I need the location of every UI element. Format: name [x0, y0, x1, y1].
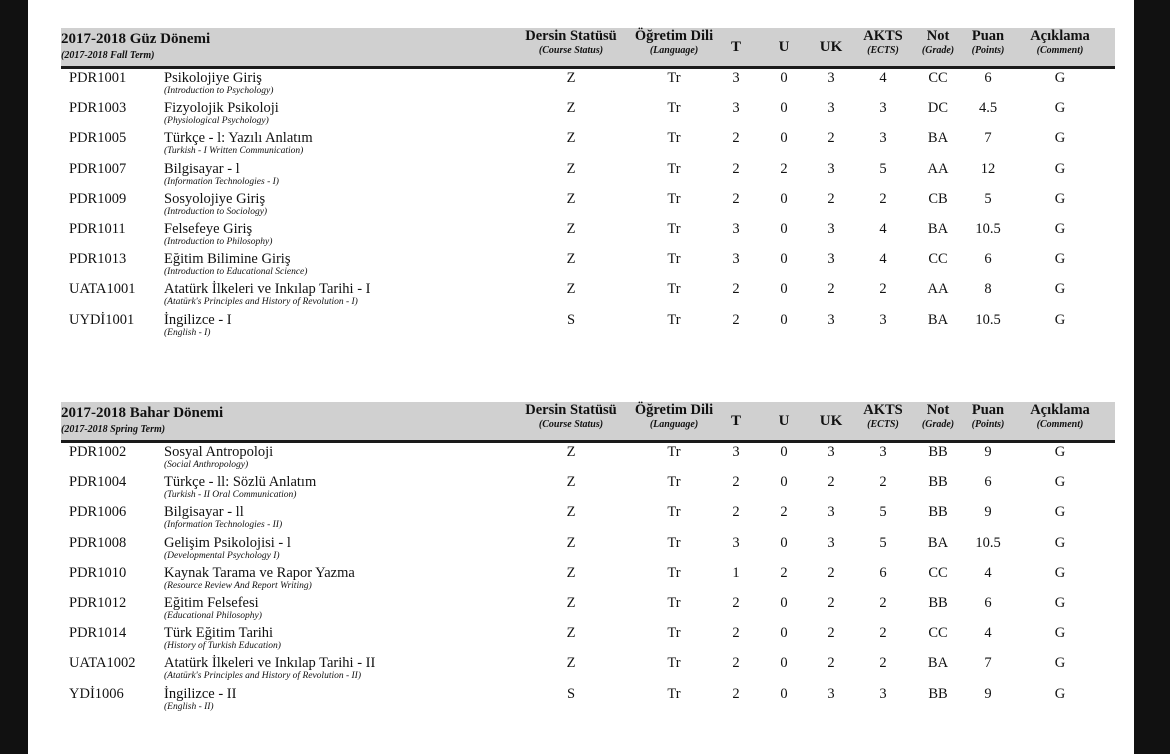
course-english-name: (Atatürk's Principles and History of Revolution - II) [164, 671, 362, 682]
course-status: S [566, 685, 576, 702]
course-name: Türkçe - l: Yazılı Anlatım [164, 130, 313, 147]
course-grade: DC [927, 100, 949, 117]
course-u: 0 [780, 594, 788, 611]
table-row [61, 685, 1115, 715]
course-language: Tr [667, 160, 681, 177]
course-name: İngilizce - II [164, 685, 237, 702]
course-code: PDR1010 [69, 564, 127, 581]
course-grade: BB [928, 444, 948, 460]
header-status: Dersin Statüsü (Course Status) [525, 402, 617, 430]
header-u: U [778, 39, 790, 55]
course-english-name: (Introduction to Sociology) [164, 206, 268, 217]
header-language: Öğretim Dili (Language) [634, 28, 714, 56]
course-uk: 3 [827, 100, 835, 117]
course-points: 7 [984, 655, 992, 672]
course-name: Felsefeye Giriş [164, 220, 253, 237]
course-status: Z [566, 594, 576, 611]
course-language: Tr [667, 190, 681, 207]
course-status: Z [566, 220, 576, 237]
course-code: PDR1008 [69, 534, 127, 551]
course-code: PDR1003 [69, 100, 127, 117]
course-name: Sosyolojiye Giriş [164, 190, 266, 207]
course-status: Z [566, 70, 576, 86]
course-language: Tr [667, 594, 681, 611]
header-akts: AKTS (ECTS) [863, 402, 903, 430]
course-points: 9 [984, 504, 992, 521]
course-t: 3 [732, 251, 740, 268]
table-row [61, 443, 1115, 473]
table-row [61, 564, 1115, 594]
course-akts: 3 [879, 130, 887, 147]
table-row [61, 654, 1115, 684]
table-row [61, 534, 1115, 564]
course-code: PDR1013 [69, 251, 127, 268]
course-t: 1 [732, 564, 740, 581]
course-akts: 4 [879, 220, 887, 237]
course-comment: G [1054, 625, 1066, 642]
course-english-name: (Social Anthropology) [164, 460, 249, 470]
course-code: PDR1007 [69, 160, 127, 177]
course-grade: BA [927, 130, 949, 147]
course-name: Eğitim Bilimine Giriş [164, 251, 291, 268]
course-name: Atatürk İlkeleri ve Inkılap Tarihi - I [164, 281, 371, 298]
course-grade: BA [927, 655, 949, 672]
course-uk: 2 [827, 474, 835, 491]
course-grade: CC [928, 564, 948, 581]
course-grade: CB [928, 190, 948, 207]
course-status: Z [566, 655, 576, 672]
course-points: 8 [984, 281, 992, 298]
course-u: 0 [780, 190, 788, 207]
course-status: Z [566, 444, 576, 460]
transcript-page [28, 0, 1134, 754]
table-row [61, 311, 1115, 341]
table-row [61, 594, 1115, 624]
course-name: İngilizce - I [164, 311, 232, 328]
course-english-name: (English - II) [164, 701, 214, 712]
course-status: Z [566, 281, 576, 298]
term-header [61, 402, 1115, 443]
course-language: Tr [667, 625, 681, 642]
course-name: Bilgisayar - ll [164, 504, 244, 521]
course-status: Z [566, 130, 576, 147]
course-uk: 3 [827, 160, 835, 177]
course-akts: 3 [879, 100, 887, 117]
course-language: Tr [667, 251, 681, 268]
course-grade: BA [927, 220, 949, 237]
course-comment: G [1054, 160, 1066, 177]
course-grade: BA [927, 311, 949, 328]
course-points: 10.5 [975, 311, 1001, 328]
course-grade: AA [927, 281, 949, 298]
course-comment: G [1054, 444, 1066, 460]
course-uk: 3 [827, 220, 835, 237]
course-grade: BB [928, 594, 948, 611]
course-code: PDR1009 [69, 190, 127, 207]
course-akts: 2 [879, 655, 887, 672]
course-status: Z [566, 474, 576, 491]
course-points: 4 [984, 564, 992, 581]
table-row [61, 503, 1115, 533]
course-language: Tr [667, 534, 681, 551]
course-t: 2 [732, 625, 740, 642]
course-akts: 2 [879, 474, 887, 491]
header-grade: Not (Grade) [921, 402, 955, 430]
course-code: PDR1002 [69, 444, 127, 460]
course-uk: 3 [827, 251, 835, 268]
course-uk: 2 [827, 281, 835, 298]
header-uk: UK [819, 413, 843, 429]
course-name: Sosyal Antropoloji [164, 444, 274, 460]
course-u: 0 [780, 251, 788, 268]
course-uk: 3 [827, 70, 835, 86]
course-code: PDR1014 [69, 625, 127, 642]
course-name: Bilgisayar - l [164, 160, 240, 177]
course-points: 4 [984, 625, 992, 642]
table-row [61, 190, 1115, 220]
table-row [61, 473, 1115, 503]
course-points: 4.5 [978, 100, 998, 117]
course-language: Tr [667, 100, 681, 117]
course-uk: 2 [827, 625, 835, 642]
course-code: PDR1001 [69, 70, 127, 86]
course-u: 0 [780, 534, 788, 551]
course-akts: 2 [879, 594, 887, 611]
course-t: 2 [732, 474, 740, 491]
course-comment: G [1054, 251, 1066, 268]
term-title: 2017-2018 Bahar Dönemi [61, 405, 224, 421]
course-u: 0 [780, 130, 788, 147]
course-grade: BA [927, 534, 949, 551]
course-akts: 2 [879, 190, 887, 207]
course-english-name: (Atatürk's Principles and History of Revolution - I) [164, 297, 358, 308]
term-subtitle: (2017-2018 Spring Term) [61, 424, 166, 435]
course-language: Tr [667, 564, 681, 581]
course-u: 0 [780, 685, 788, 702]
course-code: PDR1004 [69, 474, 127, 491]
course-points: 5 [984, 190, 992, 207]
course-comment: G [1054, 100, 1066, 117]
course-grade: CC [928, 251, 948, 268]
course-name: Fizyolojik Psikoloji [164, 100, 279, 117]
course-english-name: (History of Turkish Education) [164, 641, 281, 652]
course-code: YDİ1006 [69, 685, 124, 702]
course-english-name: (Turkish - I Written Communication) [164, 146, 304, 157]
course-t: 2 [732, 594, 740, 611]
course-uk: 3 [827, 504, 835, 521]
course-comment: G [1054, 190, 1066, 207]
course-grade: CC [928, 70, 948, 86]
course-akts: 3 [879, 444, 887, 460]
course-u: 0 [780, 311, 788, 328]
header-u: U [778, 413, 790, 429]
term-spring [61, 402, 1115, 715]
header-t: T [730, 39, 741, 55]
course-rows [61, 69, 1115, 341]
course-name: Türk Eğitim Tarihi [164, 625, 274, 642]
course-grade: CC [928, 625, 948, 642]
header-comment: Açıklama (Comment) [1030, 28, 1090, 56]
course-name: Atatürk İlkeleri ve Inkılap Tarihi - II [164, 655, 376, 672]
term-subtitle: (2017-2018 Fall Term) [61, 50, 155, 61]
course-english-name: (Introduction to Psychology) [164, 86, 274, 96]
course-points: 9 [984, 685, 992, 702]
course-english-name: (Information Technologies - II) [164, 520, 283, 531]
course-name: Eğitim Felsefesi [164, 594, 259, 611]
course-comment: G [1054, 70, 1066, 86]
course-code: PDR1006 [69, 504, 127, 521]
course-comment: G [1054, 534, 1066, 551]
course-akts: 5 [879, 504, 887, 521]
course-t: 2 [732, 160, 740, 177]
header-grade: Not (Grade) [921, 28, 955, 56]
course-t: 3 [732, 220, 740, 237]
course-comment: G [1054, 504, 1066, 521]
course-english-name: (Physiological Psychology) [164, 116, 269, 127]
course-language: Tr [667, 474, 681, 491]
term-fall [61, 28, 1115, 341]
course-akts: 2 [879, 625, 887, 642]
course-t: 2 [732, 504, 740, 521]
course-status: Z [566, 534, 576, 551]
course-language: Tr [667, 130, 681, 147]
course-grade: AA [927, 160, 949, 177]
course-points: 12 [980, 160, 996, 177]
course-comment: G [1054, 655, 1066, 672]
course-akts: 3 [879, 685, 887, 702]
course-name: Psikolojiye Giriş [164, 70, 262, 86]
course-english-name: (Introduction to Educational Science) [164, 267, 308, 278]
course-u: 0 [780, 625, 788, 642]
course-t: 3 [732, 444, 740, 460]
header-akts: AKTS (ECTS) [863, 28, 903, 56]
course-status: Z [566, 251, 576, 268]
course-uk: 2 [827, 655, 835, 672]
course-language: Tr [667, 685, 681, 702]
header-uk: UK [819, 39, 843, 55]
course-status: Z [566, 504, 576, 521]
course-language: Tr [667, 220, 681, 237]
course-comment: G [1054, 685, 1066, 702]
course-akts: 2 [879, 281, 887, 298]
table-row [61, 160, 1115, 190]
header-points: Puan (Points) [971, 402, 1005, 430]
course-english-name: (English - I) [164, 327, 211, 338]
course-uk: 2 [827, 564, 835, 581]
course-uk: 3 [827, 444, 835, 460]
table-row [61, 99, 1115, 129]
course-t: 2 [732, 311, 740, 328]
course-comment: G [1054, 594, 1066, 611]
course-code: UATA1002 [69, 655, 136, 672]
table-row [61, 280, 1115, 310]
course-english-name: (Educational Philosophy) [164, 610, 262, 621]
course-comment: G [1054, 281, 1066, 298]
course-points: 9 [984, 444, 992, 460]
header-comment: Açıklama (Comment) [1030, 402, 1090, 430]
course-uk: 2 [827, 130, 835, 147]
course-code: UATA1001 [69, 281, 136, 298]
course-u: 2 [780, 160, 788, 177]
course-name: Kaynak Tarama ve Rapor Yazma [164, 564, 355, 581]
course-language: Tr [667, 444, 681, 460]
course-code: PDR1005 [69, 130, 127, 147]
course-t: 3 [732, 534, 740, 551]
table-row [61, 220, 1115, 250]
course-status: Z [566, 625, 576, 642]
course-comment: G [1054, 130, 1066, 147]
course-comment: G [1054, 564, 1066, 581]
table-row [61, 624, 1115, 654]
course-points: 10.5 [975, 220, 1001, 237]
term-title: 2017-2018 Güz Dönemi [61, 31, 211, 47]
course-t: 3 [732, 70, 740, 86]
table-row [61, 250, 1115, 280]
course-u: 0 [780, 655, 788, 672]
table-row [61, 129, 1115, 159]
course-grade: BB [928, 474, 948, 491]
course-english-name: (Turkish - II Oral Communication) [164, 490, 297, 501]
course-u: 2 [780, 504, 788, 521]
header-language: Öğretim Dili (Language) [634, 402, 714, 430]
course-t: 3 [732, 100, 740, 117]
course-akts: 5 [879, 534, 887, 551]
course-comment: G [1054, 311, 1066, 328]
term-header [61, 28, 1115, 69]
course-points: 7 [984, 130, 992, 147]
course-points: 6 [984, 594, 992, 611]
course-points: 6 [984, 70, 992, 86]
course-language: Tr [667, 504, 681, 521]
course-language: Tr [667, 311, 681, 328]
course-t: 2 [732, 655, 740, 672]
course-u: 0 [780, 100, 788, 117]
course-english-name: (Developmental Psychology I) [164, 550, 280, 561]
course-akts: 6 [879, 564, 887, 581]
course-points: 6 [984, 474, 992, 491]
course-comment: G [1054, 220, 1066, 237]
course-u: 0 [780, 70, 788, 86]
course-status: Z [566, 564, 576, 581]
course-u: 0 [780, 220, 788, 237]
course-akts: 4 [879, 70, 887, 86]
course-points: 10.5 [975, 534, 1001, 551]
course-uk: 3 [827, 534, 835, 551]
course-t: 2 [732, 281, 740, 298]
course-code: PDR1011 [69, 220, 126, 237]
course-status: Z [566, 190, 576, 207]
course-akts: 5 [879, 160, 887, 177]
course-status: S [566, 311, 576, 328]
course-t: 2 [732, 190, 740, 207]
header-points: Puan (Points) [971, 28, 1005, 56]
course-language: Tr [667, 281, 681, 298]
course-u: 0 [780, 281, 788, 298]
course-status: Z [566, 100, 576, 117]
course-points: 6 [984, 251, 992, 268]
course-t: 2 [732, 130, 740, 147]
course-uk: 3 [827, 311, 835, 328]
course-akts: 4 [879, 251, 887, 268]
course-grade: BB [928, 504, 948, 521]
table-row [61, 69, 1115, 99]
course-u: 0 [780, 444, 788, 460]
course-status: Z [566, 160, 576, 177]
course-language: Tr [667, 70, 681, 86]
course-english-name: (Resource Review And Report Writing) [164, 580, 312, 591]
course-name: Gelişim Psikolojisi - l [164, 534, 291, 551]
course-u: 2 [780, 564, 788, 581]
course-t: 2 [732, 685, 740, 702]
course-code: UYDİ1001 [69, 311, 135, 328]
course-uk: 3 [827, 685, 835, 702]
header-t: T [730, 413, 741, 429]
course-name: Türkçe - ll: Sözlü Anlatım [164, 474, 317, 491]
course-comment: G [1054, 474, 1066, 491]
course-rows [61, 443, 1115, 715]
course-code: PDR1012 [69, 594, 127, 611]
course-uk: 2 [827, 594, 835, 611]
course-uk: 2 [827, 190, 835, 207]
course-akts: 3 [879, 311, 887, 328]
header-status: Dersin Statüsü (Course Status) [525, 28, 617, 56]
course-language: Tr [667, 655, 681, 672]
course-english-name: (Introduction to Philosophy) [164, 236, 273, 247]
course-u: 0 [780, 474, 788, 491]
course-grade: BB [928, 685, 948, 702]
course-english-name: (Information Technologies - I) [164, 176, 279, 187]
